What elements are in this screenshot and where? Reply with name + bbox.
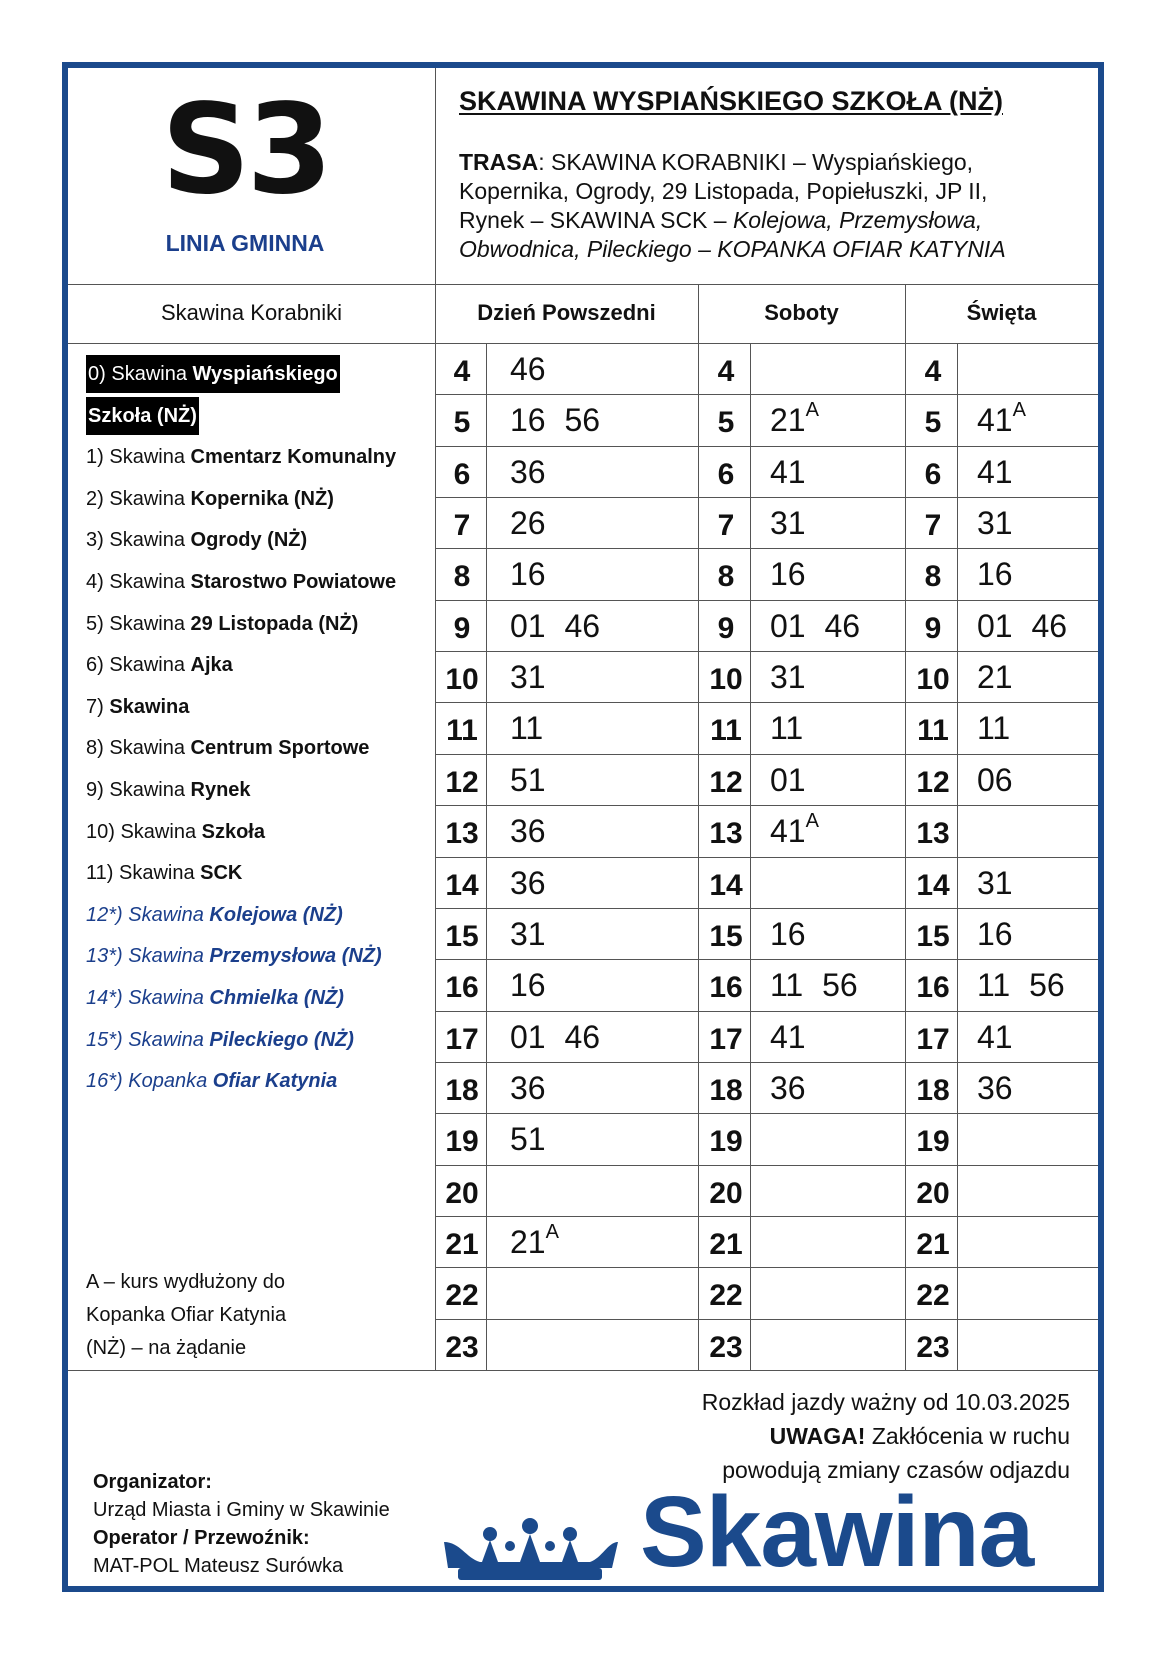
row-divider [435,805,1098,806]
row-divider [435,394,1098,395]
minutes-cell [977,967,1065,1004]
departure-minute: 16 [770,915,806,952]
minutes-cell [977,1069,1013,1106]
stop-title: SKAWINA WYSPIAŃSKIEGO SZKOŁA (NŻ) [459,86,1003,116]
hour-cell: 13 [445,817,479,851]
line-type: LINIA GMINNA [165,230,325,256]
organizer-label: Organizator: [93,1471,212,1493]
stop-number: 16*) [86,1070,123,1093]
stop-prefix: Skawina [109,612,191,635]
hour-cell: 7 [717,509,735,543]
departure-minute: 51 [510,761,546,798]
stop-name: SCK [200,862,243,885]
route-description: TRASA: SKAWINA KORABNIKI – Wyspiańskiego, Kopernika, Ogrody, 29 Listopada, Popiełuszki, JP II, Rynek – SKAWINA SCK – Kolejowa, Przemysłowa, Obwodnica, Pileckiego – KOPANKA OFIAR KATYNIA [459,149,1006,262]
hour-cell: 13 [709,817,743,851]
hour-cell: 20 [709,1176,743,1210]
hour-cell: 8 [453,560,471,594]
minutes-cell [770,607,861,644]
departure-minute: 31 [510,659,546,696]
stop-name: Pileckiego (NŻ) [209,1028,354,1051]
hour-cell: 17 [709,1022,743,1056]
hour-cell: 18 [709,1073,743,1107]
stop-item [86,895,441,937]
stop-item [86,562,441,604]
departure-minute: 31 [977,505,1013,542]
departure-minute: 11 [977,967,1011,1004]
hour-cell: 18 [445,1073,479,1107]
hour-cell: 17 [916,1022,950,1056]
minutes-cell [510,1121,546,1158]
crown-logo-icon [440,1512,620,1592]
minutes-cell [977,505,1013,542]
minutes-cell [510,967,546,1004]
stop-number: 6) [86,654,104,677]
stop-name: Wyspiańskiego [192,363,338,385]
departure-minute: 56 [822,967,858,1004]
warning-text: Zakłócenia w ruchu [865,1423,1070,1449]
minutes-cell [770,399,819,439]
row-divider [435,908,1098,909]
stop-item [86,936,441,978]
stop-number: 8) [86,737,104,760]
hour-cell: 22 [445,1279,479,1313]
minutes-cell [977,1018,1013,1055]
hour-cell: 13 [916,817,950,851]
departure-minute: 11 [770,967,804,1004]
warning-line [702,1419,1070,1453]
minutes-cell [977,399,1026,439]
stop-prefix: Kopanka [128,1070,213,1093]
departure-footnote: A [1012,399,1026,422]
departure-minute: 46 [564,607,601,644]
stop-item [86,645,441,687]
hour-cell: 9 [924,611,942,645]
hour-cell: 5 [453,406,471,440]
departure-minute: 06 [977,761,1013,798]
minutes-cell [510,1220,559,1260]
hour-cell: 12 [709,765,743,799]
stop-name: Centrum Sportowe [190,737,370,760]
hour-cell: 5 [924,406,942,440]
row-divider [435,1113,1098,1114]
minutes-cell [510,453,546,490]
departure-minute: 56 [564,402,601,439]
hour-cell: 16 [709,971,743,1005]
minutes-cell [510,710,544,747]
hour-cell: 22 [916,1279,950,1313]
stop-name: Kolejowa (NŻ) [209,903,343,926]
route-line-3-italic: Kolejowa, Przemysłowa, [732,207,983,233]
departure-minute: 41 [770,813,806,850]
stop-item [86,728,441,770]
minutes-cell [510,915,546,952]
minutes-cell [977,710,1011,747]
row-divider [435,446,1098,447]
organizer-info [93,1468,390,1580]
hour-cell: 17 [445,1022,479,1056]
stop-item [86,812,441,854]
operator-label: Operator / Przewoźnik: [93,1527,310,1549]
stop-item [86,687,441,729]
minutes-cell [977,864,1013,901]
stop-item [86,853,441,895]
row-divider [435,1319,1098,1320]
departure-minute: 46 [824,607,861,644]
hour-cell: 19 [916,1125,950,1159]
stop-prefix: Skawina [109,529,191,552]
minutes-cell [510,556,546,593]
row-divider [435,1011,1098,1012]
stop-prefix: Skawina [111,363,193,385]
hour-cell: 6 [453,457,471,491]
stop-number: 12*) [86,903,123,926]
departure-minute: 46 [510,351,546,387]
hour-cell: 11 [917,714,949,748]
stop-number: 15*) [86,1028,123,1051]
stop-item [86,479,441,521]
stop-name: Przemysłowa (NŻ) [209,945,382,968]
row-divider [435,497,1098,498]
departure-minute: 41 [977,402,1013,439]
row-divider [435,857,1098,858]
departure-minute: 21 [510,1223,546,1260]
minutes-cell [770,505,806,542]
hour-cell: 19 [445,1125,479,1159]
column-weekday: Dzień Powszedni [477,300,656,325]
legend-line: Kopanka Ofiar Katynia [86,1304,287,1326]
stop-number: 0) [88,363,106,385]
minutes-cell [510,505,546,542]
table-bottom-divider [68,1370,1098,1371]
stop-name: Chmielka (NŻ) [209,986,344,1009]
departure-minute: 46 [1031,607,1068,644]
departure-minute: 16 [510,402,546,439]
departure-minute: 01 [510,1018,546,1055]
departure-footnote: A [805,810,819,833]
minutes-cell [770,915,806,952]
stop-prefix: Skawina [109,737,191,760]
stop-number: 9) [86,778,104,801]
stops-list [86,354,441,1103]
hour-cell: 11 [446,714,478,748]
direction-label: Skawina Korabniki [161,300,342,325]
departure-minute: 36 [977,1069,1013,1106]
stop-prefix: Skawina [109,654,191,677]
saturday-holiday-divider [905,284,906,1370]
minutes-cell [770,659,806,696]
departure-minute: 11 [977,710,1011,747]
row-divider [435,1062,1098,1063]
minutes-cell [770,1018,806,1055]
stop-item [86,770,441,812]
hour-cell: 18 [916,1073,950,1107]
validity-date: Rozkład jazdy ważny od 10.03.2025 [701,1389,1070,1415]
hour-cell: 14 [709,868,743,902]
hour-cell: 15 [916,919,950,953]
departure-minute: 56 [1029,967,1065,1004]
departure-minute: 31 [770,659,806,696]
stop-number: 14*) [86,986,123,1009]
route-line-2: Kopernika, Ogrody, 29 Listopada, Popiełuszki, JP II, [459,178,988,204]
row-divider [435,600,1098,601]
departure-minute: 21 [977,659,1013,696]
minutes-cell [770,967,858,1004]
departure-minute: 41 [977,1018,1013,1055]
stop-prefix: Skawina [109,778,191,801]
minutes-cell [510,761,546,798]
hour-cell: 14 [445,868,479,902]
departure-minute: 01 [770,761,806,798]
stop-prefix: Skawina [109,570,191,593]
stop-name: Skawina [109,695,190,718]
operator-name: MAT-POL Mateusz Surówka [93,1555,344,1577]
column-header-divider [68,343,1098,344]
hour-cell: 23 [916,1330,950,1364]
hour-cell: 6 [924,457,942,491]
hour-cell: 7 [453,509,471,543]
hour-cell: 20 [916,1176,950,1210]
stop-item [86,437,441,479]
hour-cell: 11 [710,714,742,748]
hour-cell: 10 [709,663,743,697]
stop-prefix: Skawina [109,487,191,510]
minutes-cell [770,1069,806,1106]
route-label: TRASA [459,149,539,175]
hour-cell: 21 [709,1227,743,1261]
minutes-cell [977,761,1013,798]
stop-item [86,396,441,438]
hour-cell: 4 [453,355,471,388]
minutes-cell [977,915,1013,952]
stop-prefix: Skawina [120,820,202,843]
hour-cell: 4 [924,355,942,388]
row-divider [435,702,1098,703]
departure-minute: 41 [977,453,1013,490]
hour-cell: 6 [717,457,735,491]
departure-minute: 41 [770,453,806,490]
column-saturday: Soboty [764,300,839,325]
hour-cell: 12 [445,765,479,799]
departure-minute: 36 [510,813,546,850]
minutes-cell [510,659,546,696]
row-divider [435,651,1098,652]
warning-label: UWAGA! [769,1423,866,1449]
row-divider [435,754,1098,755]
departure-minute: 26 [510,505,546,542]
hour-cell: 16 [916,971,950,1005]
departure-minute: 01 [770,607,806,644]
stop-name: Szkoła (NŻ) [88,404,197,427]
departure-minute: 36 [770,1069,806,1106]
stop-item [86,354,441,396]
departure-footnote: A [805,399,819,422]
row-divider [435,959,1098,960]
hour-cell: 8 [717,560,735,594]
minutes-cell [977,556,1013,593]
stop-item [86,1061,441,1103]
row-divider [435,1216,1098,1217]
hour-cell: 10 [445,663,479,697]
validity-notice [702,1385,1070,1487]
weekday-saturday-divider [698,284,699,1370]
hour-cell: 23 [709,1330,743,1364]
stop-item [86,604,441,646]
stop-number: 5) [86,612,104,635]
minutes-cell [770,810,819,850]
minutes-cell [510,402,601,439]
route-line-3: Rynek – SKAWINA SCK – [459,207,733,233]
departure-footnote: A [545,1220,559,1243]
stop-name: Starostwo Powiatowe [190,570,397,593]
hour-cell: 15 [445,919,479,953]
departure-minute: 16 [977,556,1013,593]
stop-prefix: Skawina [128,903,210,926]
departure-minute: 36 [510,453,546,490]
departure-minute: 31 [977,864,1013,901]
stop-number: 13*) [86,945,123,968]
stop-prefix: Skawina [128,945,210,968]
hour-cell: 9 [717,611,735,645]
hour-cell: 7 [924,509,942,543]
route-line-1: SKAWINA KORABNIKI – Wyspiańskiego, [551,149,974,175]
stop-prefix: Skawina [128,1028,210,1051]
departure-minute: 01 [977,607,1013,644]
stop-name: Ogrody (NŻ) [190,529,308,552]
stop-name: Rynek [190,778,251,801]
stop-name: 29 Listopada (NŻ) [190,612,359,635]
departure-minute: 11 [770,710,804,747]
stop-name: Ajka [190,654,233,677]
hour-cell: 4 [717,355,735,388]
hour-cell: 21 [445,1227,479,1261]
stop-name: Ofiar Katynia [212,1070,338,1093]
minutes-cell [510,1018,601,1055]
stop-name: Cmentarz Komunalny [190,446,397,469]
legend-line: (NŻ) – na żądanie [86,1337,247,1359]
minutes-cell [510,1069,546,1106]
departure-minute: 21 [770,402,806,439]
departure-minute: 51 [510,1121,546,1158]
departure-minute: 16 [977,915,1013,952]
row-divider [435,1165,1098,1166]
row-divider [435,548,1098,549]
departure-minute: 41 [770,1018,806,1055]
stop-number: 11) [86,862,114,885]
hour-cell: 20 [445,1176,479,1210]
hour-cell: 15 [709,919,743,953]
hour-cell: 10 [916,663,950,697]
minutes-cell [510,353,546,385]
hour-cell: 9 [453,611,471,645]
hour-cell: 19 [709,1125,743,1159]
departure-minute: 36 [510,864,546,901]
minutes-cell [977,659,1013,696]
route-line-4: Obwodnica, Pileckiego – KOPANKA OFIAR KATYNIA [459,236,1006,262]
minutes-cell [510,607,601,644]
stop-item [86,978,441,1020]
departure-minute: 46 [564,1018,601,1055]
header-divider [68,284,1098,285]
minutes-cell [510,864,546,901]
column-holiday: Święta [966,300,1037,325]
stop-prefix: Skawina [109,446,191,469]
line-number: S3 [161,78,329,222]
departure-minute: 01 [510,607,546,644]
departure-minute: 16 [770,556,806,593]
minutes-cell [977,453,1013,490]
stop-prefix: Skawina [128,986,210,1009]
departure-minute: 31 [510,915,546,952]
legend-line: A – kurs wydłużony do [86,1271,285,1293]
stop-number: 4) [86,570,104,593]
stop-number: 7) [86,695,104,718]
legend [86,1266,286,1365]
minutes-cell [510,813,546,850]
minutes-cell [770,710,804,747]
stop-number: 10) [86,820,115,843]
minutes-cell [770,453,806,490]
row-divider [435,1267,1098,1268]
hour-cell: 5 [717,406,735,440]
departure-minute: 16 [510,967,546,1004]
stop-prefix: Skawina [118,862,201,885]
hour-cell: 22 [709,1279,743,1313]
minutes-cell [977,607,1068,644]
skawina-logo-text: Skawina [640,1476,1034,1588]
hour-cell: 23 [445,1330,479,1364]
departure-minute: 31 [770,505,806,542]
departure-minute: 11 [510,710,544,747]
departure-minute: 36 [510,1069,546,1106]
warning-text-2: powodują zmiany czasów odjazdu [722,1457,1070,1483]
minutes-cell [770,761,806,798]
organizer-name: Urząd Miasta i Gminy w Skawinie [93,1499,390,1521]
hour-cell: 16 [445,971,479,1005]
stop-name: Kopernika (NŻ) [190,487,334,510]
stop-number: 1) [86,446,104,469]
minutes-cell [770,556,806,593]
hour-cell: 8 [924,560,942,594]
hour-cell: 14 [916,868,950,902]
stop-item [86,520,441,562]
stop-name: Szkoła [201,820,265,843]
departure-minute: 16 [510,556,546,593]
stop-number: 2) [86,487,104,510]
stop-item [86,1020,441,1062]
hour-cell: 12 [916,765,950,799]
hour-cell: 21 [916,1227,950,1261]
stop-number: 3) [86,529,104,552]
